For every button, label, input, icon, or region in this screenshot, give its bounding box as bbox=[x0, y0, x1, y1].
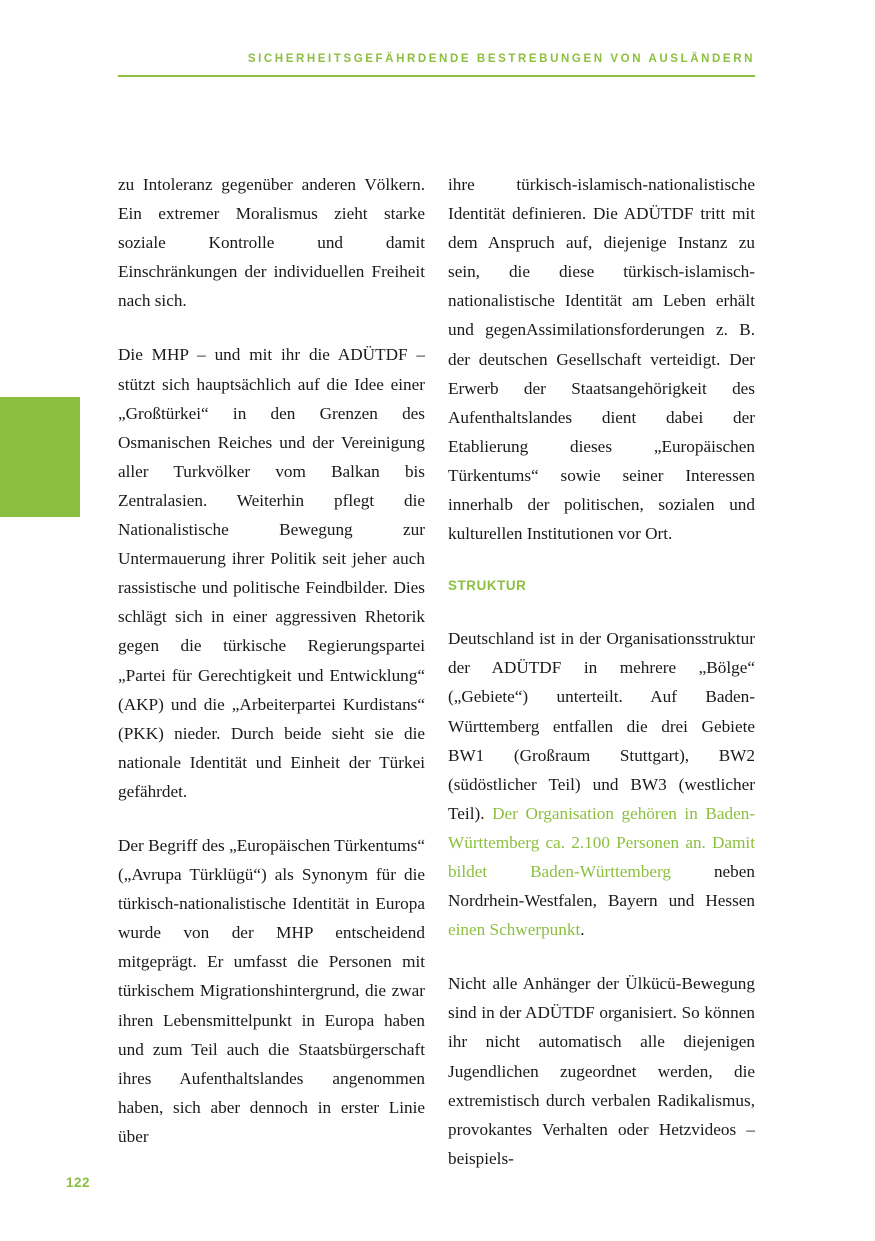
paragraph: Die MHP – und mit ihr die ADÜTDF – stützt sich hauptsächlich auf die Idee einer „Großtürkei“ in den Grenzen des Osmanischen Reiches und der Vereinigung aller Turkvölker vom Balkan bis Zentralasien. Weiterhin pflegt die Nationalistische Bewegung zur Untermauerung ihrer Politik seit jeher auch rassistische und politische Feindbilder. Dies schlägt sich in einer aggressiven Rhetorik gegen die türkische Regierungspartei „Partei für Gerechtigkeit und Entwicklung“ (AKP) und die „Arbeiterpartei Kurdistans“ (PKK) nieder. Durch beide sieht sie die nationale Identität und Einheit der Türkei gefährdet. bbox=[118, 345, 425, 801]
right-text-column bbox=[448, 170, 755, 1173]
struktur-text-part3: . bbox=[580, 920, 585, 940]
paragraph: zu Intoleranz gegenüber anderen Völkern. Ein extremer Moralismus zieht starke soziale Kontrolle und damit Einschränkungen der individuellen Freiheit nach sich. bbox=[118, 175, 425, 311]
running-title: SICHERHEITSGEFÄHRDENDE BESTREBUNGEN VON AUSLÄNDERN bbox=[247, 53, 755, 65]
left-text-column bbox=[118, 170, 425, 1151]
page-number: 122 bbox=[66, 1175, 91, 1190]
paragraph-struktur bbox=[448, 624, 755, 944]
struktur-text-part1: Deutschland ist in der Organisationsstruktur der ADÜTDF in mehrere „Bölge“ („Gebiete“) unterteilt. Auf Baden-Württemberg entfallen die drei Gebiete BW1 (Großraum Stuttgart), BW2 (südöstlicher Teil) und BW3 (westlicher Teil). bbox=[448, 629, 755, 823]
struktur-highlight-1: Der Organisation gehören in Baden-Württemberg ca. 2.100 Personen an. Damit bildet Baden-Württemberg bbox=[448, 803, 756, 881]
paragraph: Der Begriff des „Europäischen Türkentums“ („Avrupa Türklügü“) als Synonym für die türkisch-nationalistische Identität in Europa wurde von der MHP entscheidend mitgeprägt. Er umfasst die Personen mit türkischem Migrationshintergrund, die zwar ihren Lebensmittelpunkt in Europa haben und zum Teil auch die Staatsbürgerschaft ihres Aufenthaltslandes angenommen haben, sich aber dennoch in erster Linie über bbox=[118, 835, 425, 1146]
header-divider bbox=[118, 75, 755, 77]
chapter-tab-marker bbox=[0, 397, 80, 517]
struktur-highlight-2: einen Schwerpunkt bbox=[448, 920, 581, 940]
paragraph: Nicht alle Anhänger der Ülkücü-Bewegung sind in der ADÜTDF organisiert. So können ihr nicht automatisch alle diejenigen Jugendlichen zugeordnet werden, die extremistisch durch verbalen Radikalismus, provokantes Verhalten oder Hetzvideos – beispiels- bbox=[448, 974, 755, 1168]
section-subheading: STRUKTUR bbox=[448, 578, 527, 594]
paragraph: ihre türkisch-islamisch-nationalistische Identität definieren. Die ADÜTDF tritt mit dem Anspruch auf, diejenige Instanz zu sein, die diese türkisch-islamisch-nationalistische Identität am Leben erhält und gegenAssimilationsforderungen z. B. der deutschen Gesellschaft verteidigt. Der Erwerb der Staatsangehörigkeit des Aufenthaltslandes dient dabei der Etablierung dieses „Europäischen Türkentums“ sowie seiner Interessen innerhalb der politischen, sozialen und kulturellen Institutionen vor Ort. bbox=[448, 175, 755, 544]
struktur-text-part2: neben Nordrhein-Westfalen, Bayern und Hessen bbox=[448, 861, 755, 911]
